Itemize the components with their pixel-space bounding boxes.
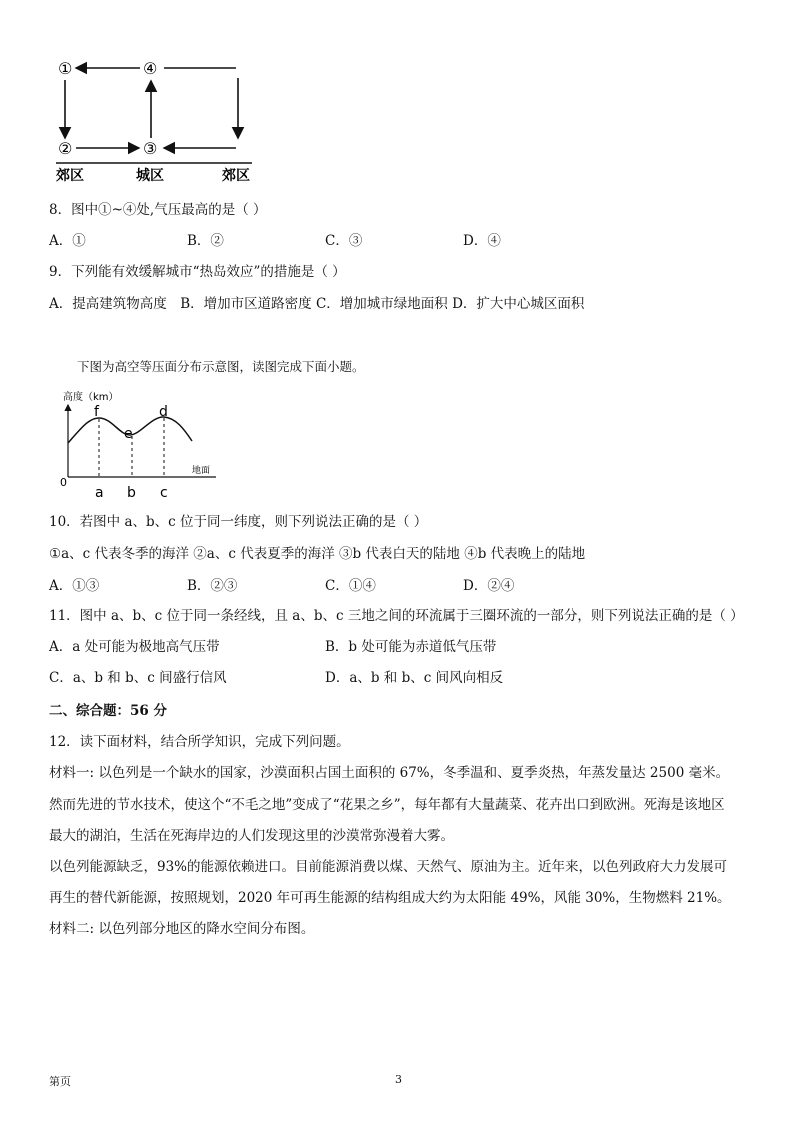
point-d: d: [159, 404, 168, 420]
origin-label: 0: [60, 476, 67, 489]
q11-option-c: C．a、b 和 b、c 间盛行信风: [49, 670, 227, 686]
q9-options: A．提高建筑物高度 B．增加市区道路密度 C．增加城市绿地面积 D．扩大中心城区面积: [49, 296, 585, 312]
footer-page-label: 第页: [49, 1075, 71, 1088]
q10-option-c: C．①④: [325, 578, 376, 594]
label-city: 城区: [136, 168, 164, 184]
point-e: e: [124, 426, 133, 442]
q10-stem: 10．若图中 a、b、c 位于同一纬度，则下列说法正确的是（ ）: [49, 514, 428, 530]
ground-label: 地面: [192, 466, 211, 476]
q8-option-c: C．③: [325, 233, 363, 249]
q12-line-4: 以色列能源缺乏，93%的能源依赖进口。目前能源消费以煤、天然气、原油为主。近年来，以色列政府大力发展可: [49, 859, 728, 875]
q8-stem: 8．图中①~④处,气压最高的是（ ）: [49, 202, 267, 218]
page-number: 3: [395, 1073, 402, 1086]
y-axis-label: 高度（km）: [63, 392, 119, 403]
q11-stem: 11．图中 a、b、c 位于同一条经线，且 a、b、c 三地之间的环流属于三圈环流的一部分，则下列说法正确的是（ ）: [49, 608, 744, 624]
q11-option-d: D．a、b 和 b、c 间风向相反: [325, 670, 504, 686]
q12-line-6: 材料二: 以色列部分地区的降水空间分布图。: [49, 921, 315, 937]
q12-line-3: 最大的湖泊，生活在死海岸边的人们发现这里的沙漠常弥漫着大雾。: [49, 828, 454, 844]
node-1: ①: [58, 59, 73, 78]
q11-option-a: A．a 处可能为极地高气压带: [49, 639, 220, 655]
q12-line-1: 材料一: 以色列是一个缺水的国家，沙漠面积占国土面积的 67%，冬季温和、夏季炎热，年蒸发量达 2500 毫米。: [49, 765, 730, 781]
q11-option-b: B．b 处可能为赤道低气压带: [325, 639, 497, 655]
point-f: f: [94, 404, 99, 420]
q12-line-5: 再生的替代新能源，按照规划，2020 年可再生能源的结构组成大约为太阳能 49%，风能 30%，生物燃料 21%。: [49, 890, 731, 906]
q12-line-2: 然而先进的节水技术，使这个“不毛之地”变成了“花果之乡”，每年都有大量蔬菜、花卉出口到欧洲。死海是该地区: [49, 797, 725, 813]
q8-option-b: B．②: [187, 233, 224, 249]
node-3: ③: [143, 139, 158, 158]
section-heading: 二、综合题：56 分: [49, 703, 167, 719]
q8-option-d: D．④: [463, 233, 501, 249]
isobaric-surface-diagram: [56, 383, 226, 501]
q10-option-d: D．②④: [463, 578, 515, 594]
q8-option-a: A．①: [49, 233, 86, 249]
point-b: b: [127, 485, 136, 501]
point-c: c: [160, 485, 168, 501]
label-suburb-left: 郊区: [56, 168, 84, 184]
q10-statements: ①a、c 代表冬季的海洋 ②a、c 代表夏季的海洋 ③b 代表白天的陆地 ④b 代表晚上的陆地: [49, 546, 586, 562]
isobar-intro: 下图为高空等压面分布示意图，读图完成下面小题。: [77, 359, 365, 374]
q9-stem: 9．下列能有效缓解城市“热岛效应”的措施是（ ）: [49, 264, 346, 280]
point-a: a: [95, 485, 104, 501]
heat-island-diagram: [40, 52, 270, 187]
node-2: ②: [58, 139, 73, 158]
label-suburb-right: 郊区: [222, 168, 250, 184]
q12-stem: 12．读下面材料，结合所学知识，完成下列问题。: [49, 734, 350, 750]
node-4: ④: [143, 59, 158, 78]
q10-option-b: B．②③: [187, 578, 238, 594]
q10-option-a: A．①③: [49, 578, 100, 594]
